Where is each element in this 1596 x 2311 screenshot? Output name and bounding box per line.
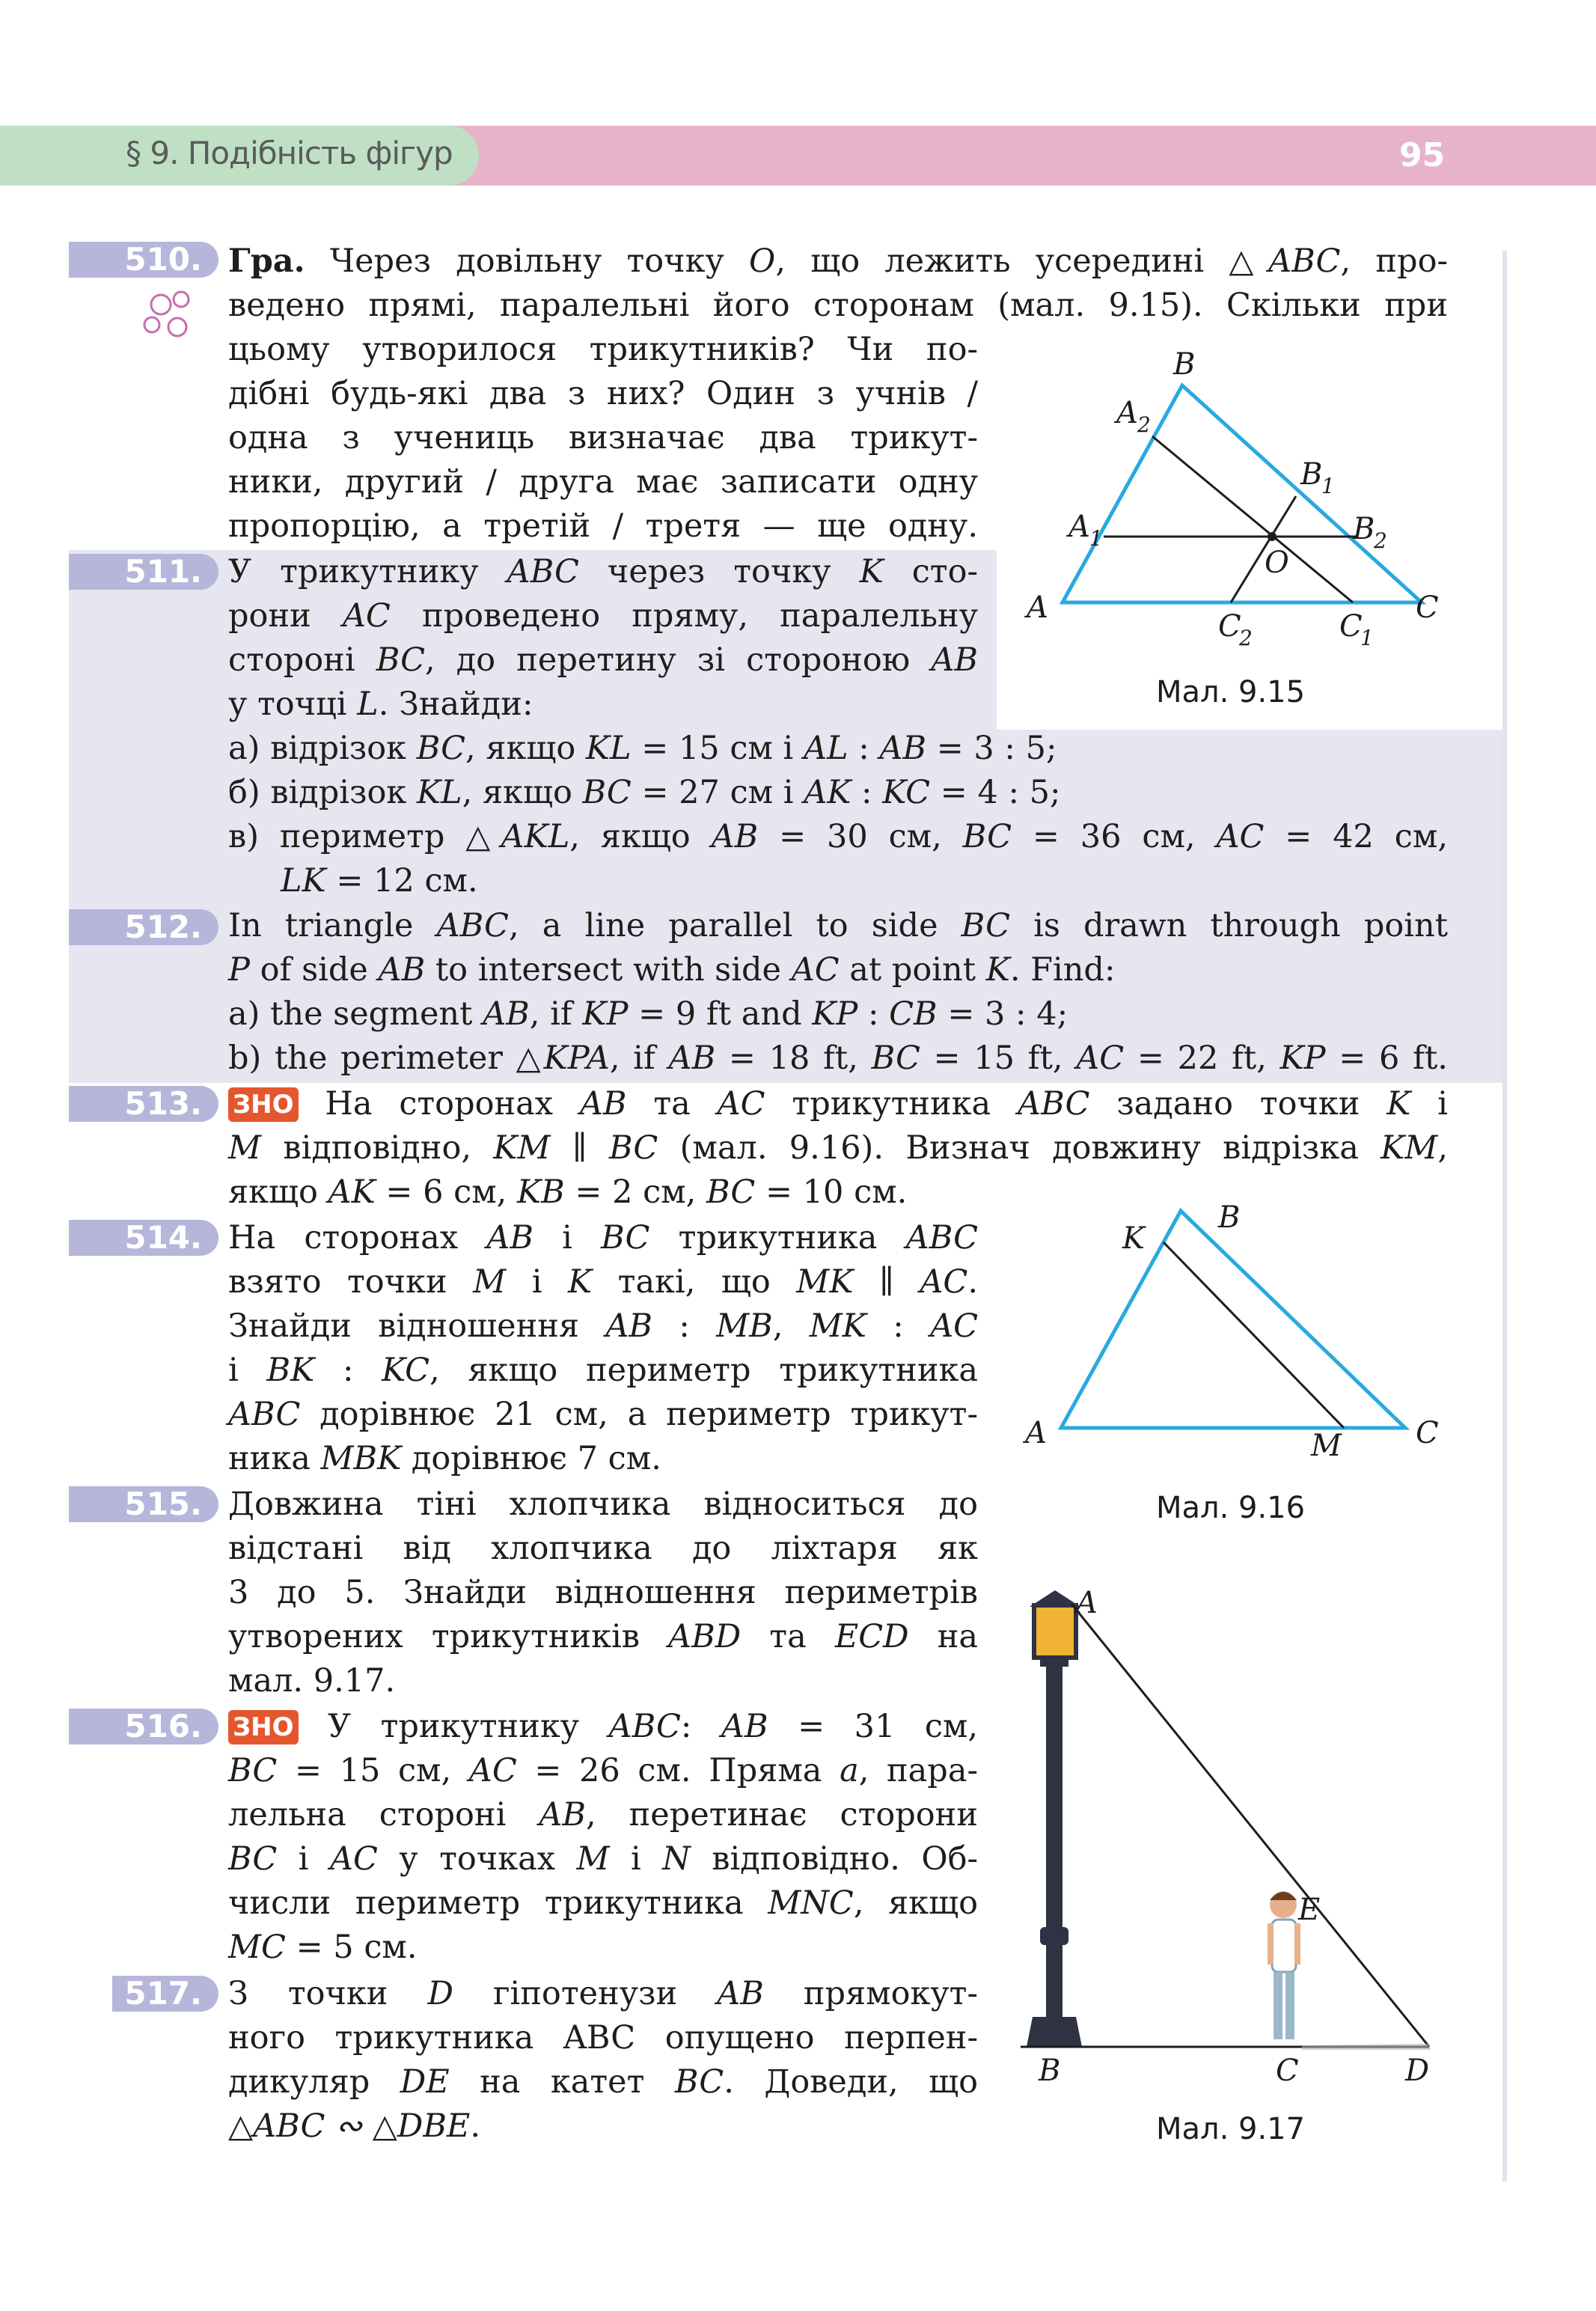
text-517-2: ного трикутника ABC опущено перпен- xyxy=(228,2019,978,2057)
line-km xyxy=(1164,1242,1344,1428)
text-515-3: 3 до 5. Знайди відношення периметрів xyxy=(228,1574,978,1611)
figure-9-17 xyxy=(1018,1590,1482,2099)
text-513-3: якщо AK = 6 см, KB = 2 см, BC = 10 см. xyxy=(228,1173,908,1211)
caption-9-17: Мал. 9.17 xyxy=(1156,2112,1306,2146)
text-516-5: числи периметр трикутника MNC, якщо xyxy=(228,1884,978,1922)
text-510-1: Гра. Через довільну точку O, що лежить усередині △ABC, про- xyxy=(228,242,1448,280)
svg-text:2: 2 xyxy=(1137,412,1151,437)
text-511-3: стороні BC, до перетину зі стороною AB xyxy=(228,641,978,679)
text-514-2: взято точки M і K такі, що MK ∥ AC. xyxy=(228,1263,979,1301)
text-513-2: M відповідно, KM ∥ BC (мал. 9.16). Визнач довжину відрізка KM, xyxy=(228,1129,1448,1167)
label-b-916: B xyxy=(1218,1200,1241,1235)
label-c2: C xyxy=(1218,609,1241,644)
problem-number-513: 513. xyxy=(69,1086,218,1122)
text-511-4: у точці L. Знайди: xyxy=(228,686,533,723)
zno-badge-516: ЗНО xyxy=(228,1710,299,1744)
line-ad xyxy=(1071,1604,1429,2047)
margin-rule xyxy=(1502,251,1507,2182)
boy-illustration xyxy=(1268,1891,1300,2039)
problem-number-512: 512. xyxy=(69,909,218,945)
text-515-5: мал. 9.17. xyxy=(228,1662,396,1700)
svg-text:1: 1 xyxy=(1089,526,1103,551)
text-510-4: дібні будь-які два з них? Один з учнів / xyxy=(228,375,978,412)
text-510-2: ведено прямі, паралельні його сторонам (мал. 9.15). Скільки при xyxy=(228,287,1448,324)
text-516-2: BC = 15 см, AC = 26 см. Пряма a, пара- xyxy=(228,1752,979,1789)
text-511-b: б) відрізок KL, якщо BC = 27 см і AK : KC = 4 : 5; xyxy=(228,774,1061,811)
text-515-2: відстані від хлопчика до ліхтаря як xyxy=(228,1530,978,1567)
problem-number-511: 511. xyxy=(69,554,218,590)
label-e: E xyxy=(1298,1893,1321,1927)
text-511-c2: LK = 12 см. xyxy=(281,862,478,900)
label-c: C xyxy=(1416,590,1439,625)
label-o: O xyxy=(1265,546,1289,580)
svg-text:1: 1 xyxy=(1321,474,1335,498)
text-512-1: In triangle ABC, a line parallel to side BC is drawn through point xyxy=(228,907,1448,944)
problem-number-516: 516. xyxy=(69,1709,218,1744)
text-514-4: і BK : KC, якщо периметр трикутника xyxy=(228,1352,979,1389)
label-a1: A xyxy=(1068,510,1090,544)
text-510-5: одна з учениць визначає два трикут- xyxy=(228,419,978,457)
problem-number-514: 514. xyxy=(69,1220,218,1256)
problem-number-515: 515. xyxy=(69,1486,218,1522)
text-516-3: лельна стороні AB, перетинає сторони xyxy=(228,1796,978,1834)
text-512-2: P of side AB to intersect with side AC at point K. Find: xyxy=(228,951,1116,989)
text-510-6: ники, другий / друга має записати одну xyxy=(228,463,978,501)
label-d: D xyxy=(1405,2054,1430,2088)
text-510-7: пропорцію, а третій / третя — ще одну. xyxy=(228,507,978,545)
svg-text:2: 2 xyxy=(1239,626,1253,650)
text-517-3: дикуляр DE на катет BC. Доведи, що xyxy=(228,2063,979,2101)
label-b2: B xyxy=(1353,512,1375,546)
text-511-a: а) відрізок BC, якщо KL = 15 см і AL : AB = 3 : 5; xyxy=(228,730,1057,767)
label-a2: A xyxy=(1116,396,1138,430)
label-a: A xyxy=(1027,590,1048,625)
game-icon xyxy=(138,286,198,349)
page-number: 95 xyxy=(1399,136,1446,174)
problem-number-510: 510. xyxy=(69,242,218,278)
text-516-6: MC = 5 см. xyxy=(228,1929,418,1966)
label-b1: B xyxy=(1300,457,1323,492)
text-512-b: b) the perimeter △KPA, if AB = 18 ft, BC = 15 ft, AC = 22 ft, KP = 6 ft. xyxy=(228,1040,1448,1077)
text-514-6: ника MBK дорівнює 7 см. xyxy=(228,1440,661,1477)
text-516-4: BC і AC у точках M і N відповідно. Об- xyxy=(228,1840,978,1878)
label-b: B xyxy=(1173,347,1196,382)
label-k: K xyxy=(1122,1221,1145,1256)
text-511-c: в) периметр △AKL, якщо AB = 30 см, BC = 36 см, AC = 42 см, xyxy=(228,818,1448,855)
section-title: § 9. Подібність фігур xyxy=(126,135,453,171)
text-516-1: ЗНО У трикутнику ABC: AB = 31 см, xyxy=(228,1705,978,1749)
text-511-2: рони AC проведено пряму, паралельну xyxy=(228,597,979,635)
text-514-5: ABC дорівнює 21 см, а периметр трикут- xyxy=(228,1396,978,1433)
zno-badge: ЗНО xyxy=(228,1087,299,1122)
label-c-916: C xyxy=(1416,1416,1439,1450)
text-514-1: На сторонах AB і BC трикутника ABC xyxy=(228,1219,978,1257)
label-c-917: C xyxy=(1276,2054,1299,2088)
figure-9-16 xyxy=(1018,1190,1482,1467)
svg-text:2: 2 xyxy=(1374,528,1387,553)
text-514-3: Знайди відношення AB : MB, MK : AC xyxy=(228,1307,979,1345)
lamppost-illustration xyxy=(1027,1590,1082,2047)
line-a2c1 xyxy=(1152,436,1353,602)
point-o xyxy=(1268,532,1277,541)
text-517-1: З точки D гіпотенузи AB прямокут- xyxy=(228,1975,978,2012)
label-c1: C xyxy=(1339,609,1363,644)
problem-number-517: 517. xyxy=(112,1976,218,2012)
figure-9-15 xyxy=(1018,341,1482,662)
text-515-1: Довжина тіні хлопчика відноситься до xyxy=(228,1486,978,1523)
svg-text:1: 1 xyxy=(1360,626,1374,650)
text-512-a: a) the segment AB, if KP = 9 ft and KP : CB = 3 : 4; xyxy=(228,995,1068,1033)
caption-9-16: Мал. 9.16 xyxy=(1156,1491,1306,1525)
label-a-916: A xyxy=(1025,1416,1047,1450)
text-511-1: У трикутнику ABC через точку K сто- xyxy=(228,553,978,590)
text-515-4: утворених трикутників ABD та ECD на xyxy=(228,1618,978,1655)
text-513-1: ЗНО На сторонах AB та AC трикутника ABC задано точки K і xyxy=(228,1082,1448,1126)
label-m: M xyxy=(1311,1429,1342,1463)
triangle-abc-916 xyxy=(1061,1211,1405,1428)
text-517-4: △ABC ∾ △DBE. xyxy=(228,2107,480,2145)
text-510-3: цьому утворилося трикутників? Чи по- xyxy=(228,331,978,368)
label-b-917: B xyxy=(1039,2054,1061,2088)
caption-9-15: Мал. 9.15 xyxy=(1156,675,1306,709)
label-a-917: A xyxy=(1076,1590,1098,1620)
